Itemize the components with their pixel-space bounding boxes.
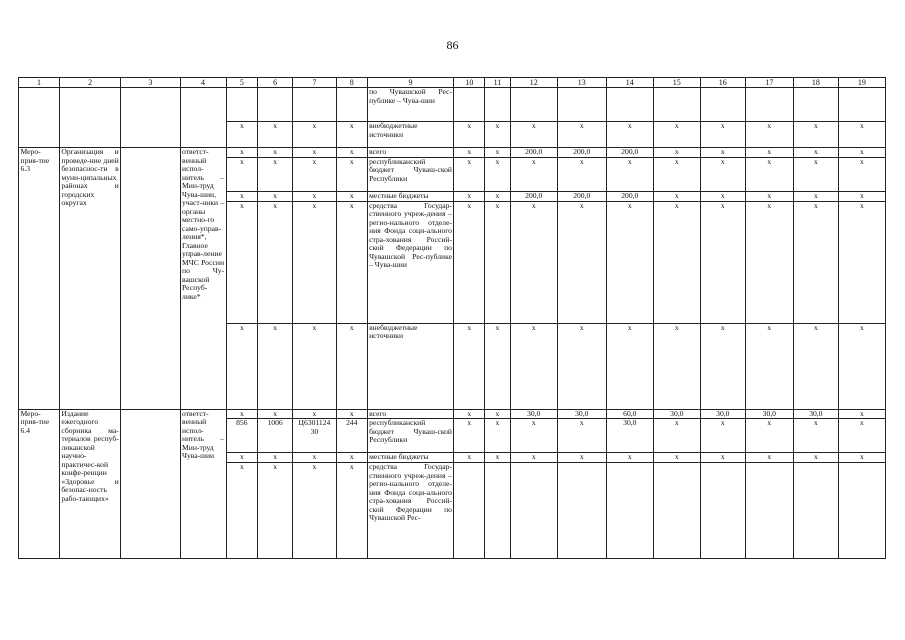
- table-cell: x: [454, 201, 485, 323]
- table-cell: x: [793, 453, 838, 463]
- header-cell: 13: [557, 78, 606, 88]
- header-cell: 8: [336, 78, 367, 88]
- table-cell: [292, 88, 336, 122]
- table-cell: x: [745, 323, 793, 409]
- table-cell: x: [454, 419, 485, 453]
- header-cell: 10: [454, 78, 485, 88]
- table-cell: x: [454, 409, 485, 419]
- table-cell: x: [793, 148, 838, 158]
- table-cell: x: [226, 323, 258, 409]
- table-cell: x: [606, 323, 653, 409]
- table-cell: x: [336, 463, 367, 559]
- table-cell: x: [793, 122, 838, 148]
- table-cell: x: [336, 191, 367, 201]
- table-cell: [454, 463, 485, 559]
- table-cell: 200,0: [557, 148, 606, 158]
- table-cell: [700, 88, 745, 122]
- table-cell: x: [485, 453, 511, 463]
- table-cell: x: [745, 453, 793, 463]
- header-cell: 12: [510, 78, 557, 88]
- col4-cell: [180, 88, 226, 148]
- table-cell: 200,0: [510, 148, 557, 158]
- header-row: [19, 78, 886, 88]
- table-cell: x: [745, 148, 793, 158]
- table-cell: x: [838, 409, 885, 419]
- table-cell: 30,0: [793, 409, 838, 419]
- table-cell: x: [557, 157, 606, 191]
- table-cell: 200,0: [606, 191, 653, 201]
- table-cell: x: [454, 148, 485, 158]
- col1-cell: [19, 88, 60, 148]
- table-cell: x: [557, 453, 606, 463]
- funding-source-cell: внебюджетные источники: [367, 323, 454, 409]
- table-cell: x: [700, 323, 745, 409]
- table-cell: x: [485, 419, 511, 453]
- table-cell: x: [838, 191, 885, 201]
- table-cell: x: [745, 201, 793, 323]
- header-cell: 19: [838, 78, 885, 88]
- table-cell: x: [226, 201, 258, 323]
- table-cell: x: [336, 122, 367, 148]
- funding-source-cell: республиканский бюджет Чуваш-ской Республики: [367, 419, 454, 453]
- executor-cell: ответст-венный испол-нитель – Мин-труд Чува-шии, участ-ники – органы местно-го само-управ-ления*, Главное управ-ление МЧС России по Чу-вашской Респуб-лике*: [180, 148, 226, 410]
- table-cell: x: [606, 122, 653, 148]
- table-cell: x: [838, 419, 885, 453]
- table-cell: x: [653, 323, 700, 409]
- page-number: 86: [446, 38, 459, 52]
- table-cell: x: [292, 201, 336, 323]
- table-cell: [121, 409, 180, 559]
- activity-name-cell: Организация и проведе-ние дней безопаснос-ти в муни-ципальных районах и городских округах: [59, 148, 120, 410]
- table-cell: x: [336, 148, 367, 158]
- table-cell: [653, 463, 700, 559]
- table-row: [19, 88, 886, 122]
- header-cell: 17: [745, 78, 793, 88]
- table-cell: [745, 88, 793, 122]
- table-cell: x: [557, 201, 606, 323]
- table-cell: x: [226, 191, 258, 201]
- table-cell: [557, 88, 606, 122]
- table-cell: x: [226, 157, 258, 191]
- table-cell: x: [258, 323, 293, 409]
- table-cell: 856: [226, 419, 258, 453]
- table-cell: x: [557, 323, 606, 409]
- table-cell: 244: [336, 419, 367, 453]
- table-cell: [336, 88, 367, 122]
- table-cell: x: [557, 122, 606, 148]
- header-cell: 7: [292, 78, 336, 88]
- activity-number-cell: Меро-прия-тие 6.3: [19, 148, 60, 410]
- table-cell: x: [336, 201, 367, 323]
- table-cell: [606, 88, 653, 122]
- header-cell: 15: [653, 78, 700, 88]
- table-cell: x: [838, 323, 885, 409]
- table-cell: x: [226, 148, 258, 158]
- header-cell: 11: [485, 78, 511, 88]
- funding-source-cell: внебюджетные источники: [367, 122, 454, 148]
- funding-source-cell: средства Государ-ственного учреж-дения – регио-нального отделе-ния Фонда соци-ального стра-хования Россий-ской Федерации по Чувашской Рес-: [367, 463, 454, 559]
- table-cell: x: [292, 409, 336, 419]
- table-cell: x: [606, 453, 653, 463]
- table-cell: x: [700, 201, 745, 323]
- table-cell: x: [793, 323, 838, 409]
- table-cell: 30,0: [557, 409, 606, 419]
- table-cell: x: [226, 409, 258, 419]
- table-cell: x: [292, 122, 336, 148]
- table-cell: x: [700, 453, 745, 463]
- table-cell: x: [793, 419, 838, 453]
- activity-number-cell: Меро-прия-тие 6.4: [19, 409, 60, 559]
- table-cell: x: [510, 157, 557, 191]
- table-cell: x: [258, 463, 293, 559]
- table-cell: x: [653, 191, 700, 201]
- table-cell: x: [485, 191, 511, 201]
- table-cell: x: [292, 191, 336, 201]
- table-cell: 200,0: [557, 191, 606, 201]
- funding-source-cell: местные бюджеты: [367, 191, 454, 201]
- header-cell: 9: [367, 78, 454, 88]
- table-cell: x: [292, 157, 336, 191]
- header-cell: 1: [19, 78, 60, 88]
- header-cell: 18: [793, 78, 838, 88]
- table-cell: x: [258, 157, 293, 191]
- table-cell: x: [700, 122, 745, 148]
- executor-cell: ответст-венный испол-нитель – Мин-труд Чува-шии: [180, 409, 226, 559]
- table-cell: [745, 463, 793, 559]
- table-cell: 30,0: [653, 409, 700, 419]
- table-cell: x: [226, 463, 258, 559]
- table-cell: Ц6301124 30: [292, 419, 336, 453]
- table-cell: x: [454, 323, 485, 409]
- table-cell: x: [258, 148, 293, 158]
- table-cell: 30,0: [745, 409, 793, 419]
- table-cell: 200,0: [510, 191, 557, 201]
- funding-source-cell: всего: [367, 148, 454, 158]
- table-cell: x: [226, 122, 258, 148]
- table-cell: x: [258, 201, 293, 323]
- header-cell: 5: [226, 78, 258, 88]
- table-cell: [793, 463, 838, 559]
- funding-source-cell: средства Государ-ственного учреж-дения – регио-нального отделе-ния Фонда соци-ального стра-хования Россий-ской Федерации по Чувашской Рес-публике – Чува-шии: [367, 201, 454, 323]
- table-cell: x: [745, 122, 793, 148]
- table-cell: x: [258, 122, 293, 148]
- table-cell: x: [336, 409, 367, 419]
- col3-cell: [121, 88, 180, 148]
- table-cell: x: [653, 148, 700, 158]
- table-cell: 200,0: [606, 148, 653, 158]
- table-cell: 30,0: [510, 409, 557, 419]
- table-cell: x: [793, 201, 838, 323]
- table-cell: x: [653, 419, 700, 453]
- table-cell: x: [510, 122, 557, 148]
- table-cell: x: [606, 157, 653, 191]
- table-cell: x: [485, 201, 511, 323]
- table-row: [19, 409, 886, 419]
- table-cell: [838, 463, 885, 559]
- table-cell: x: [454, 453, 485, 463]
- table-cell: x: [292, 323, 336, 409]
- table-cell: x: [226, 453, 258, 463]
- table-cell: x: [606, 201, 653, 323]
- table-cell: x: [557, 419, 606, 453]
- table-cell: [700, 463, 745, 559]
- table-cell: x: [454, 122, 485, 148]
- table-cell: 60,0: [606, 409, 653, 419]
- activity-name-cell: Издание ежегодного сборника ма-териалов респуб-ликанской научно-практичес-кой конфе-ренции «Здоровье и безопас-ность рабо-тающих»: [59, 409, 120, 559]
- table-cell: x: [838, 122, 885, 148]
- table-cell: x: [454, 191, 485, 201]
- table-cell: [838, 88, 885, 122]
- table-cell: x: [485, 409, 511, 419]
- table-cell: [510, 463, 557, 559]
- header-cell: 3: [121, 78, 180, 88]
- table-cell: x: [838, 201, 885, 323]
- table-cell: x: [653, 453, 700, 463]
- table-cell: [485, 463, 511, 559]
- table-row: [19, 148, 886, 158]
- table-cell: x: [292, 148, 336, 158]
- table-cell: x: [653, 201, 700, 323]
- table-cell: x: [485, 148, 511, 158]
- table-cell: x: [700, 157, 745, 191]
- table-cell: [258, 88, 293, 122]
- table-cell: x: [793, 191, 838, 201]
- table-cell: x: [258, 409, 293, 419]
- header-cell: 16: [700, 78, 745, 88]
- table-cell: x: [258, 453, 293, 463]
- table-cell: [793, 88, 838, 122]
- table-cell: x: [700, 419, 745, 453]
- table-cell: x: [485, 157, 511, 191]
- table-cell: [121, 148, 180, 410]
- header-cell: 2: [59, 78, 120, 88]
- table-cell: 1006: [258, 419, 293, 453]
- funding-source-cell: всего: [367, 409, 454, 419]
- funding-source-cell: по Чувашской Рес-публике – Чува-шии: [367, 88, 454, 122]
- table-cell: x: [485, 323, 511, 409]
- table-cell: x: [700, 148, 745, 158]
- table-cell: x: [745, 191, 793, 201]
- table-cell: x: [510, 323, 557, 409]
- table-cell: x: [510, 453, 557, 463]
- funding-source-cell: республиканский бюджет Чуваш-ской Республики: [367, 157, 454, 191]
- table-cell: 30,0: [606, 419, 653, 453]
- budget-table: [18, 77, 886, 559]
- table-cell: [510, 88, 557, 122]
- table-cell: x: [838, 453, 885, 463]
- table-cell: [606, 463, 653, 559]
- table-cell: x: [485, 122, 511, 148]
- header-cell: 14: [606, 78, 653, 88]
- col2-cell: [59, 88, 120, 148]
- table-cell: x: [653, 122, 700, 148]
- table-cell: [226, 88, 258, 122]
- table-cell: x: [336, 157, 367, 191]
- table-cell: x: [292, 463, 336, 559]
- table-cell: x: [838, 148, 885, 158]
- table-cell: x: [510, 419, 557, 453]
- table-cell: [454, 88, 485, 122]
- table-cell: x: [700, 191, 745, 201]
- table-cell: x: [793, 157, 838, 191]
- table-cell: x: [258, 191, 293, 201]
- header-cell: 4: [180, 78, 226, 88]
- table-cell: [653, 88, 700, 122]
- table-cell: x: [292, 453, 336, 463]
- table-cell: x: [336, 323, 367, 409]
- table-cell: x: [745, 419, 793, 453]
- table-cell: x: [510, 201, 557, 323]
- funding-source-cell: местные бюджеты: [367, 453, 454, 463]
- table-cell: [557, 463, 606, 559]
- table-cell: [485, 88, 511, 122]
- table-cell: x: [454, 157, 485, 191]
- table-cell: x: [653, 157, 700, 191]
- table-cell: 30,0: [700, 409, 745, 419]
- table-cell: x: [745, 157, 793, 191]
- header-cell: 6: [258, 78, 293, 88]
- table-cell: x: [838, 157, 885, 191]
- table-cell: x: [336, 453, 367, 463]
